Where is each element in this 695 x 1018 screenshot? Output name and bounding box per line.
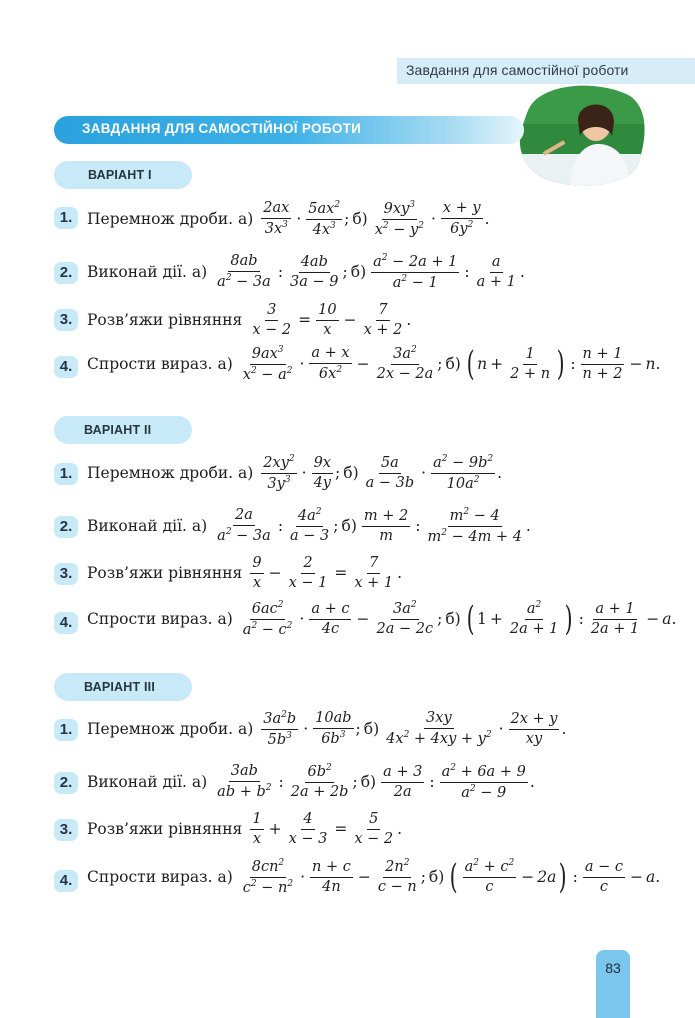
v3-task-3-label: Розв’яжи рівняння — [87, 820, 243, 839]
v3-task-4-label: Спрости вираз. а) — [87, 868, 233, 886]
v2-task-4-b: б) — [445, 610, 461, 628]
v3-task-4-number: 4. — [54, 870, 78, 892]
v2-task-4-number: 4. — [54, 612, 78, 634]
variant-2-title: ВАРІАНТ ІІ — [84, 423, 152, 437]
v2-task-2: Виконай дії. а) 2a $a^2 - 3a$ : $4a^2$ a − 3 ; б) m + 2 m : $m^2 - 4$ $m^2 - 4m + 4$ . — [87, 507, 531, 545]
v2-task-1-number: 1. — [54, 463, 78, 485]
v1-task-4-b: б) — [445, 355, 461, 373]
page-title: ЗАВДАННЯ ДЛЯ САМОСТІЙНОЇ РОБОТИ — [82, 121, 362, 136]
v1-task-2-number: 2. — [54, 262, 78, 284]
v1-task-2-label: Виконай дії. а) — [87, 263, 208, 281]
v2-task-3-label: Розв’яжи рівняння — [87, 564, 243, 583]
v2-task-2-label: Виконай дії. а) — [87, 517, 208, 535]
v1-task-4-number: 4. — [54, 356, 78, 378]
v2-task-2-number: 2. — [54, 516, 78, 538]
v2-task-3-number: 3. — [54, 563, 78, 585]
v3-task-2: Виконай дії. а) 3ab ab + $b^2$ : $6b^2$ 2a + 2b ; б) a + 3 2a : $a^2 + 6a + 9$ $a^2 - 9$ . — [87, 763, 535, 801]
v1-task-4-label: Спрости вираз. а) — [87, 355, 233, 373]
v3-task-1: Перемнож дроби. а) $3a^2b$ $5b^3$ · 10ab $6b^3$ ; б) 3xy $4x^2 + 4xy + y^2$ · 2x + y xy . — [87, 710, 567, 748]
v1-task-1: Перемнож дроби. а) 2ax $3x^3$ · $5ax^2$ $4x^3$ ; б) $9xy^3$ $x^2 - y^2$ · x + y $6y^2$ . — [87, 200, 490, 238]
v3-task-2-label: Виконай дії. а) — [87, 773, 208, 791]
student-photo — [518, 84, 648, 188]
variant-3-title: ВАРІАНТ ІІІ — [84, 680, 156, 694]
v3-task-3-number: 3. — [54, 819, 78, 841]
v3-task-2-b: б) — [360, 773, 377, 791]
v3-task-1-b: б) — [363, 720, 380, 738]
v2-task-4-label: Спрости вираз. а) — [87, 610, 233, 628]
v2-task-4: Спрости вираз. а) $6ac^2$ $a^2 - c^2$ · a + c 4c − $\frac{3a^2}{2a - 2c}$ ; б) ( 1 + $\frac{a^2}{2a + 1}$ ) : a + 1 2a + 1 − a . — [87, 599, 677, 639]
variant-1-title: ВАРІАНТ І — [88, 168, 152, 182]
v2-task-1: Перемнож дроби. а) $2xy^2$ $3y^3$ · 9x 4y ; б) 5a a − 3b · $a^2 - 9b^2$ $10a^2$ . — [87, 454, 503, 492]
v1-task-1-label: Перемнож дроби. а) — [87, 210, 254, 228]
v3-task-4: Спрости вираз. а) $8cn^2$ $c^2 - n^2$ · n + c 4n − $\frac{2n^2}{c - n}$ ; б) ( $a^2 + c^2$ c − 2a ) : a − c c − a . — [87, 857, 661, 897]
v1-task-3-label: Розв’яжи рівняння — [87, 311, 243, 330]
v1-task-3: Розв’яжи рівняння $\frac{3}{x - 2}$ = $\frac{10}{x}$ − $\frac{7}{x + 2}$ . — [87, 302, 412, 338]
v3-task-3: Розв’яжи рівняння 1 x + $\frac{4}{x - 3}$ = $\frac{5}{x - 2}$ . — [87, 811, 403, 847]
v1-task-2: Виконай дії. а) 8ab $a^2 - 3a$ : 4ab 3a − 9 ; б) $a^2 - 2a + 1$ $a^2 - 1$ : a a + 1 . — [87, 253, 525, 291]
v1-task-1-number: 1. — [54, 207, 78, 229]
v2-task-3: Розв’яжи рівняння 9 x − $\frac{2}{x - 1}$ = $\frac{7}{x + 1}$ . — [87, 555, 403, 591]
v3-task-1-number: 1. — [54, 719, 78, 741]
v3-task-4-b: б) — [428, 868, 445, 886]
v1-task-3-number: 3. — [54, 309, 78, 331]
section-header: Завдання для самостійної роботи — [406, 62, 629, 78]
v2-task-1-b: б) — [343, 464, 359, 482]
page-number: 83 — [605, 960, 621, 976]
v1-task-1-b: б) — [352, 210, 368, 228]
v3-task-2-number: 2. — [54, 772, 78, 794]
v2-task-1-label: Перемнож дроби. а) — [87, 464, 254, 482]
v3-task-1-label: Перемнож дроби. а) — [87, 720, 254, 738]
v1-task-4: Спрости вираз. а) $9ax^3$ $x^2 - a^2$ · a + x $6x^2$ − $\frac{3a^2}{2x - 2a}$ ; б) ( n + $\frac{1}{2 + n}$ ) : n + 1 n + 2 − n . — [87, 344, 661, 384]
v1-task-2-b: б) — [350, 263, 367, 281]
v2-task-2-b: б) — [341, 517, 357, 535]
